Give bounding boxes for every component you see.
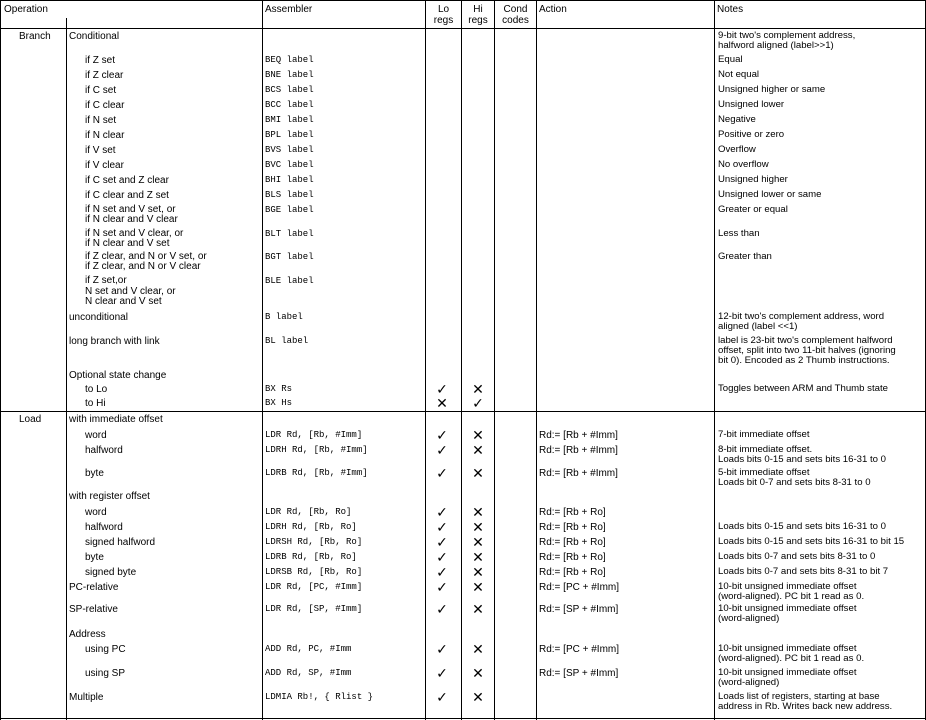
row-assembler: BNE label bbox=[265, 70, 314, 80]
row-notes: Unsigned lower or same bbox=[718, 189, 822, 200]
lo-regs-check-icon: ✓ bbox=[436, 550, 448, 566]
lo-regs-check-icon: ✓ bbox=[436, 602, 448, 618]
hi-regs-cross-icon: ✕ bbox=[472, 466, 484, 482]
row-label: using SP bbox=[85, 668, 126, 679]
row-label: SP-relative bbox=[69, 604, 118, 615]
row-notes: Not equal bbox=[718, 69, 760, 80]
lo-regs-check-icon: ✓ bbox=[436, 565, 448, 581]
section-load: Load bbox=[19, 414, 42, 425]
column-divider bbox=[494, 0, 495, 720]
row-label: Optional state change bbox=[69, 370, 167, 381]
row-action: Rd:= [Rb + Ro] bbox=[539, 567, 606, 578]
hi-regs-cross-icon: ✕ bbox=[472, 580, 484, 596]
header-operation: Operation bbox=[4, 4, 48, 15]
row-assembler: BGT label bbox=[265, 252, 314, 262]
table-border-top bbox=[0, 0, 926, 1]
row-notes: Positive or zero bbox=[718, 129, 785, 140]
row-notes: 10-bit unsigned immediate offset (word-aligned) bbox=[718, 667, 857, 688]
row-action: Rd:= [SP + #Imm] bbox=[539, 604, 619, 615]
row-assembler: LDRSB Rd, [Rb, Ro] bbox=[265, 567, 363, 577]
row-label: signed halfword bbox=[85, 537, 156, 548]
lo-regs-check-icon: ✓ bbox=[436, 443, 448, 459]
row-assembler: LDR Rd, [PC, #Imm] bbox=[265, 582, 363, 592]
row-assembler: ADD Rd, SP, #Imm bbox=[265, 668, 352, 678]
row-assembler: LDR Rd, [SP, #Imm] bbox=[265, 604, 363, 614]
hi-regs-cross-icon: ✕ bbox=[472, 428, 484, 444]
header-assembler: Assembler bbox=[265, 4, 313, 15]
lo-regs-check-icon: ✓ bbox=[436, 666, 448, 682]
row-label: if C set and Z clear bbox=[85, 175, 169, 186]
row-label: if C set bbox=[85, 85, 117, 96]
row-notes: No overflow bbox=[718, 159, 769, 170]
row-notes: Toggles between ARM and Thumb state bbox=[718, 383, 888, 394]
row-assembler: BMI label bbox=[265, 115, 314, 125]
row-notes: 8-bit immediate offset. Loads bits 0-15 and sets bits 16-31 to 0 bbox=[718, 444, 886, 465]
header-action: Action bbox=[539, 4, 567, 15]
row-assembler: BLS label bbox=[265, 190, 314, 200]
row-assembler: B label bbox=[265, 312, 303, 322]
row-notes: Less than bbox=[718, 228, 760, 239]
row-label: Address bbox=[69, 629, 106, 640]
row-assembler: LDRB Rd, [Rb, Ro] bbox=[265, 552, 357, 562]
row-notes: Greater than bbox=[718, 251, 772, 262]
row-assembler: LDRH Rd, [Rb, Ro] bbox=[265, 522, 357, 532]
header-cond-codes bbox=[495, 4, 536, 26]
row-assembler: BVC label bbox=[265, 160, 314, 170]
row-label: if N set and V clear, or if N clear and V set bbox=[85, 228, 184, 249]
row-action: Rd:= [SP + #Imm] bbox=[539, 668, 619, 679]
row-label: signed byte bbox=[85, 567, 137, 578]
lo-regs-check-icon: ✓ bbox=[436, 535, 448, 551]
row-label: if N set bbox=[85, 115, 117, 126]
row-assembler: LDRSH Rd, [Rb, Ro] bbox=[265, 537, 363, 547]
row-label: halfword bbox=[85, 522, 123, 533]
row-notes: Unsigned higher bbox=[718, 174, 788, 185]
hi-regs-cross-icon: ✕ bbox=[472, 550, 484, 566]
row-action: Rd:= [PC + #Imm] bbox=[539, 644, 620, 655]
row-label: long branch with link bbox=[69, 336, 160, 347]
row-label: if Z set,or N set and V clear, or N clear and V set bbox=[85, 275, 176, 307]
lo-regs-check-icon: ✓ bbox=[436, 642, 448, 658]
header-cond-line2: codes bbox=[502, 15, 529, 26]
row-action: Rd:= [Rb + Ro] bbox=[539, 537, 606, 548]
row-notes: 10-bit unsigned immediate offset (word-aligned). PC bit 1 read as 0. bbox=[718, 643, 865, 664]
row-label: Multiple bbox=[69, 692, 104, 703]
hi-regs-cross-icon: ✕ bbox=[472, 443, 484, 459]
row-assembler: ADD Rd, PC, #Imm bbox=[265, 644, 352, 654]
row-assembler: BLT label bbox=[265, 229, 314, 239]
row-notes: Unsigned lower bbox=[718, 99, 785, 110]
header-lo-line1: Lo bbox=[437, 4, 450, 15]
row-action: Rd:= [Rb + #Imm] bbox=[539, 430, 618, 441]
section-branch: Branch bbox=[19, 31, 51, 42]
row-label: with immediate offset bbox=[69, 414, 163, 425]
row-notes: 10-bit unsigned immediate offset (word-aligned). PC bit 1 read as 0. bbox=[718, 581, 865, 602]
hi-regs-cross-icon: ✕ bbox=[472, 690, 484, 706]
hi-regs-cross-icon: ✕ bbox=[472, 505, 484, 521]
row-notes: label is 23-bit two's complement halfword offset, split into two 11-bit halves (ignoring bit 0). Encoded as 2 Thumb instructions. bbox=[718, 335, 896, 366]
row-label: to Lo bbox=[85, 384, 108, 395]
header-cond-line1: Cond bbox=[503, 4, 528, 15]
column-divider bbox=[262, 0, 263, 720]
row-label: with register offset bbox=[69, 491, 150, 502]
row-assembler: BGE label bbox=[265, 205, 314, 215]
row-assembler: LDRH Rd, [Rb, #Imm] bbox=[265, 445, 368, 455]
lo-regs-check-icon: ✓ bbox=[436, 520, 448, 536]
row-notes: Greater or equal bbox=[718, 204, 788, 215]
row-action: Rd:= [Rb + #Imm] bbox=[539, 468, 618, 479]
row-assembler: BL label bbox=[265, 336, 309, 346]
row-label: to Hi bbox=[85, 398, 106, 409]
row-label: PC-relative bbox=[69, 582, 119, 593]
row-action: Rd:= [Rb + #Imm] bbox=[539, 445, 618, 456]
row-assembler: BVS label bbox=[265, 145, 314, 155]
header-hi-line2: regs bbox=[468, 15, 488, 26]
row-label: if V set bbox=[85, 145, 116, 156]
lo-regs-check-icon: ✓ bbox=[436, 580, 448, 596]
row-notes: 10-bit unsigned immediate offset (word-aligned) bbox=[718, 603, 857, 624]
row-notes: 9-bit two's complement address, halfword aligned (label>>1) bbox=[718, 30, 856, 51]
row-label: halfword bbox=[85, 445, 123, 456]
hi-regs-check-icon: ✓ bbox=[472, 396, 484, 412]
row-notes: 7-bit immediate offset bbox=[718, 429, 810, 440]
row-action: Rd:= [Rb + Ro] bbox=[539, 552, 606, 563]
header-hi-regs bbox=[462, 4, 494, 26]
row-assembler: BHI label bbox=[265, 175, 314, 185]
row-label: if Z set bbox=[85, 55, 116, 66]
hi-regs-cross-icon: ✕ bbox=[472, 602, 484, 618]
row-notes: 5-bit immediate offset Loads bit 0-7 and sets bits 8-31 to 0 bbox=[718, 467, 871, 488]
row-label: using PC bbox=[85, 644, 126, 655]
row-notes: Loads bits 0-7 and sets bits 8-31 to 0 bbox=[718, 551, 876, 562]
row-label: if N set and V set, or if N clear and V clear bbox=[85, 204, 178, 225]
hi-regs-cross-icon: ✕ bbox=[472, 535, 484, 551]
column-divider bbox=[714, 0, 715, 720]
lo-regs-check-icon: ✓ bbox=[436, 466, 448, 482]
row-notes: Equal bbox=[718, 54, 743, 65]
row-label: word bbox=[85, 430, 107, 441]
row-label: unconditional bbox=[69, 312, 128, 323]
row-assembler: BCC label bbox=[265, 100, 314, 110]
lo-regs-check-icon: ✓ bbox=[436, 505, 448, 521]
row-action: Rd:= [Rb + Ro] bbox=[539, 522, 606, 533]
row-label: byte bbox=[85, 468, 104, 479]
section-divider bbox=[0, 411, 926, 412]
row-label: word bbox=[85, 507, 107, 518]
header-divider bbox=[0, 28, 926, 29]
row-label: byte bbox=[85, 552, 104, 563]
row-action: Rd:= [Rb + Ro] bbox=[539, 507, 606, 518]
column-divider bbox=[66, 18, 67, 720]
row-assembler: LDR Rd, [Rb, #Imm] bbox=[265, 430, 363, 440]
row-assembler: LDR Rd, [Rb, Ro] bbox=[265, 507, 352, 517]
header-lo-line2: regs bbox=[433, 15, 454, 26]
hi-regs-cross-icon: ✕ bbox=[472, 666, 484, 682]
row-notes: 12-bit two's complement address, word aligned (label <<1) bbox=[718, 311, 885, 332]
row-notes: Loads bits 0-15 and sets bits 16-31 to 0 bbox=[718, 521, 886, 532]
row-notes: Loads bits 0-7 and sets bits 8-31 to bit 7 bbox=[718, 566, 889, 577]
row-notes: Loads bits 0-15 and sets bits 16-31 to bit 15 bbox=[718, 536, 905, 547]
row-notes: Negative bbox=[718, 114, 756, 125]
row-label: if V clear bbox=[85, 160, 124, 171]
row-assembler: BCS label bbox=[265, 85, 314, 95]
table-border-left bbox=[0, 0, 1, 720]
header-notes: Notes bbox=[717, 4, 744, 15]
row-notes: Overflow bbox=[718, 144, 756, 155]
row-label: if C clear bbox=[85, 100, 125, 111]
row-notes: Loads list of registers, starting at base address in Rb. Writes back new address. bbox=[718, 691, 893, 712]
row-assembler: BLE label bbox=[265, 276, 314, 286]
hi-regs-cross-icon: ✕ bbox=[472, 642, 484, 658]
hi-regs-cross-icon: ✕ bbox=[472, 565, 484, 581]
row-label: if N clear bbox=[85, 130, 125, 141]
hi-regs-cross-icon: ✕ bbox=[472, 520, 484, 536]
lo-regs-cross-icon: ✕ bbox=[436, 396, 448, 412]
row-label: if Z clear bbox=[85, 70, 124, 81]
header-hi-line1: Hi bbox=[473, 4, 483, 15]
row-label: Conditional bbox=[69, 31, 120, 42]
row-assembler: LDMIA Rb!, { Rlist } bbox=[265, 692, 374, 702]
column-divider bbox=[536, 0, 537, 720]
row-action: Rd:= [PC + #Imm] bbox=[539, 582, 620, 593]
row-label: if Z clear, and N or V set, or if Z clear, and N or V clear bbox=[85, 251, 207, 272]
lo-regs-check-icon: ✓ bbox=[436, 690, 448, 706]
row-label: if C clear and Z set bbox=[85, 190, 169, 201]
lo-regs-check-icon: ✓ bbox=[436, 428, 448, 444]
row-assembler: BPL label bbox=[265, 130, 314, 140]
hi-regs-cross-icon: ✕ bbox=[472, 382, 484, 398]
row-assembler: LDRB Rd, [Rb, #Imm] bbox=[265, 468, 368, 478]
row-assembler: BEQ label bbox=[265, 55, 314, 65]
lo-regs-check-icon: ✓ bbox=[436, 382, 448, 398]
header-lo-regs bbox=[426, 4, 461, 26]
row-assembler: BX Rs bbox=[265, 384, 293, 394]
column-divider bbox=[425, 0, 426, 720]
row-assembler: BX Hs bbox=[265, 398, 293, 408]
row-notes: Unsigned higher or same bbox=[718, 84, 826, 95]
column-divider bbox=[461, 0, 462, 720]
table-border-bottom bbox=[0, 718, 926, 719]
